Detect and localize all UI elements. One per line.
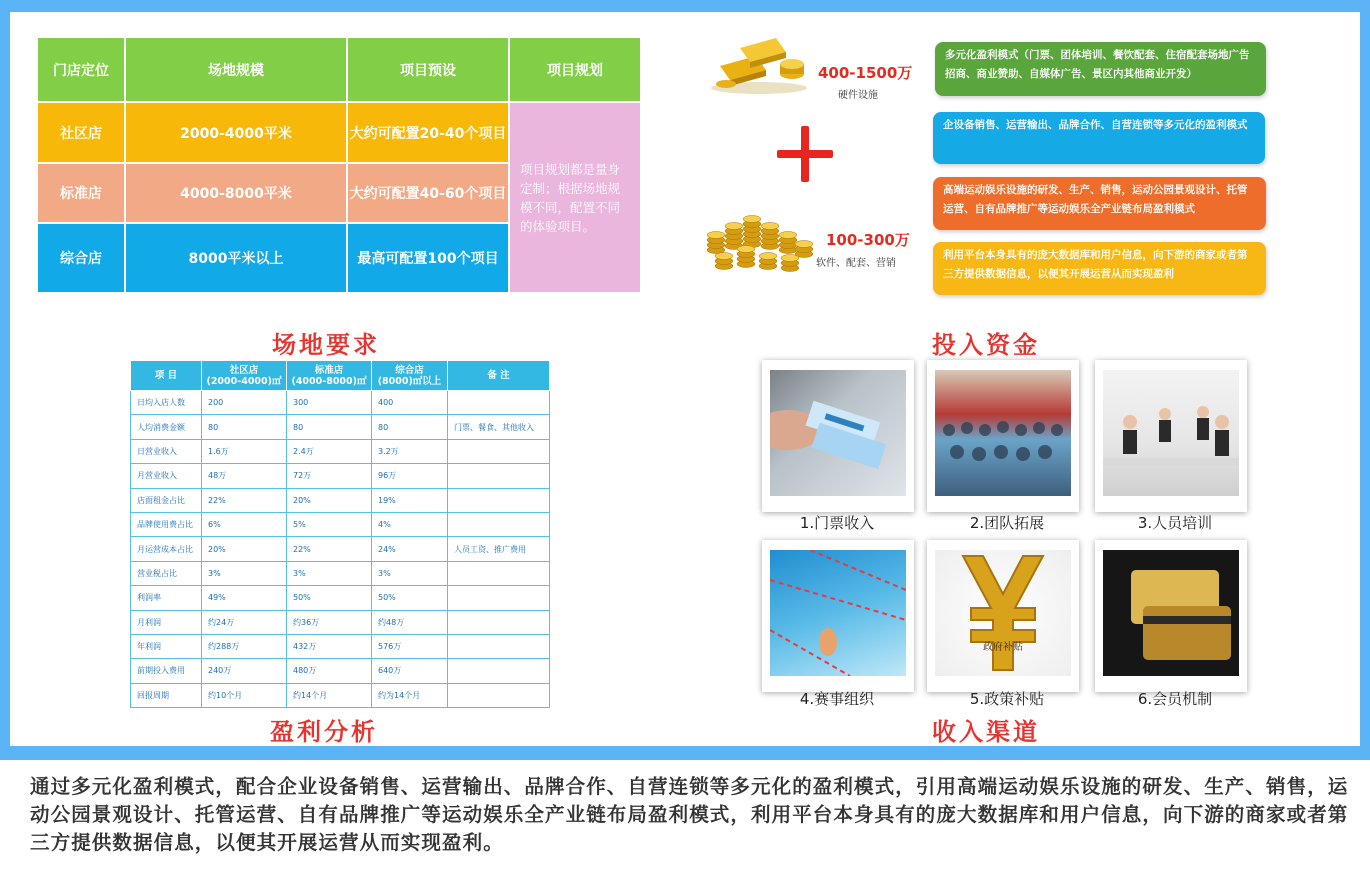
profit-cell xyxy=(448,391,550,415)
model-box-industry-chain: 高端运动娱乐设施的研发、生产、销售，运动公园景观设计、托管运营、自有品牌推广等运动娱乐全产业链布局盈利模式 xyxy=(933,177,1266,230)
profit-cell xyxy=(448,610,550,634)
profit-cell: 640万 xyxy=(372,659,448,683)
profit-header: 备 注 xyxy=(448,361,550,391)
team-photo xyxy=(927,360,1079,512)
training-photo xyxy=(1095,360,1247,512)
store-table xyxy=(38,38,640,292)
profit-analysis-title: 盈利分析 xyxy=(270,718,378,746)
profit-row-label: 月营业收入 xyxy=(131,464,202,488)
profit-row-label: 回报周期 xyxy=(131,683,202,707)
profit-row-label: 月运营成本占比 xyxy=(131,537,202,561)
profit-row xyxy=(131,488,550,512)
profit-cell: 80 xyxy=(202,415,287,439)
revenue-label-ticket: 1.门票收入 xyxy=(799,514,875,532)
profit-row xyxy=(131,586,550,610)
model-box-equipment: 企设备销售、运营输出、品牌合作、自营连锁等多元化的盈利模式 xyxy=(933,112,1265,164)
profit-row xyxy=(131,610,550,634)
profit-cell xyxy=(448,634,550,658)
profit-row xyxy=(131,683,550,707)
profit-cell xyxy=(448,586,550,610)
profit-row-label: 店面租金占比 xyxy=(131,488,202,512)
revenue-label-team: 2.团队拓展 xyxy=(969,514,1045,532)
profit-row xyxy=(131,415,550,439)
row-standard-preset: 大约可配置40-60个项目 xyxy=(348,164,508,222)
row-complex-size: 8000平米以上 xyxy=(126,224,346,292)
row-standard-type: 标准店 xyxy=(38,164,124,222)
member-card-photo xyxy=(1095,540,1247,692)
row-complex-preset: 最高可配置100个项目 xyxy=(348,224,508,292)
profit-cell: 3% xyxy=(372,561,448,585)
profit-cell: 480万 xyxy=(287,659,372,683)
profit-cell xyxy=(448,683,550,707)
revenue-label-member: 6.会员机制 xyxy=(1137,690,1213,708)
investment-title: 投入资金 xyxy=(932,331,1040,359)
profit-row-label: 日均入店人数 xyxy=(131,391,202,415)
profit-row-label: 人均消费金额 xyxy=(131,415,202,439)
profit-cell: 1.6万 xyxy=(202,439,287,463)
profit-row xyxy=(131,634,550,658)
header-site-size: 场地规模 xyxy=(126,38,346,101)
revenue-label-event: 4.赛事组织 xyxy=(799,690,875,708)
profit-row-label: 品牌使用费占比 xyxy=(131,512,202,536)
software-amount: 100-300万 xyxy=(826,231,910,249)
summary-paragraph: 通过多元化盈利模式，配合企业设备销售、运营输出、品牌合作、自营连锁等多元化的盈利模式，引用高端运动娱乐设施的研发、生产、销售，运动公园景观设计、托管运营、自有品牌推广等运动娱乐全产业链布局盈利模式，利用平台本身具有的庞大数据库和用户信息，向下游的商家或者第三方提供数据信息，以便其开展运营从而实现盈利。 xyxy=(30,775,1349,854)
profit-header: 项 目 xyxy=(131,361,202,391)
profit-cell: 400 xyxy=(372,391,448,415)
profit-cell: 约10个月 xyxy=(202,683,287,707)
profit-cell: 300 xyxy=(287,391,372,415)
row-standard-size: 4000-8000平米 xyxy=(126,164,346,222)
profit-cell: 4% xyxy=(372,512,448,536)
revenue-label-training: 3.人员培训 xyxy=(1137,514,1213,532)
profit-cell: 96万 xyxy=(372,464,448,488)
profit-cell: 576万 xyxy=(372,634,448,658)
row-community-preset: 大约可配置20-40个项目 xyxy=(348,103,508,162)
profit-row xyxy=(131,439,550,463)
profit-cell: 20% xyxy=(287,488,372,512)
profit-cell: 49% xyxy=(202,586,287,610)
profit-row-label: 利润率 xyxy=(131,586,202,610)
project-plan-text: 项目规划都是量身定制；根据场地规模不同，配置不同的体验项目。 xyxy=(510,103,640,292)
model-box-data: 利用平台本身具有的庞大数据库和用户信息，向下游的商家或者第三方提供数据信息，以便其开展运营从而实现盈利 xyxy=(933,242,1266,295)
profit-cell: 50% xyxy=(287,586,372,610)
gold-coins-icon xyxy=(706,200,816,282)
profit-header: 社区店 (2000-4000)㎡ xyxy=(202,361,287,391)
profit-row xyxy=(131,391,550,415)
profit-row xyxy=(131,512,550,536)
profit-cell: 240万 xyxy=(202,659,287,683)
profit-cell: 20% xyxy=(202,537,287,561)
profit-cell: 约288万 xyxy=(202,634,287,658)
profit-header: 标准店 (4000-8000)㎡ xyxy=(287,361,372,391)
profit-cell: 3.2万 xyxy=(372,439,448,463)
profit-cell: 72万 xyxy=(287,464,372,488)
profit-cell: 约36万 xyxy=(287,610,372,634)
profit-cell xyxy=(448,439,550,463)
header-project-plan: 项目规划 xyxy=(510,38,640,101)
profit-cell: 2.4万 xyxy=(287,439,372,463)
profit-cell: 48万 xyxy=(202,464,287,488)
row-community-type: 社区店 xyxy=(38,103,124,162)
profit-cell: 80 xyxy=(372,415,448,439)
gold-bars-icon xyxy=(706,26,812,96)
profit-cell: 3% xyxy=(202,561,287,585)
profit-row-label: 日营业收入 xyxy=(131,439,202,463)
profit-cell xyxy=(448,659,550,683)
profit-cell: 24% xyxy=(372,537,448,561)
profit-cell: 门票、餐食、其他收入 xyxy=(448,415,550,439)
profit-row xyxy=(131,561,550,585)
profit-row xyxy=(131,537,550,561)
header-project-preset: 项目预设 xyxy=(348,38,508,101)
profit-cell xyxy=(448,464,550,488)
site-requirements-title: 场地要求 xyxy=(272,331,380,359)
ticket-photo xyxy=(762,360,914,512)
profit-cell: 22% xyxy=(202,488,287,512)
profit-cell: 3% xyxy=(287,561,372,585)
profit-row xyxy=(131,659,550,683)
hardware-amount: 400-1500万 xyxy=(818,64,913,82)
revenue-channels-title: 收入渠道 xyxy=(932,718,1040,746)
profit-cell: 约24万 xyxy=(202,610,287,634)
profit-row xyxy=(131,464,550,488)
profit-cell: 人员工资、推广费用 xyxy=(448,537,550,561)
profit-row-label: 前期投入费用 xyxy=(131,659,202,683)
model-box-diversified: 多元化盈利模式（门票、团体培训、餐饮配套、住宿配套场地广告招商、商业赞助、自媒体广告、景区内其他商业开发） xyxy=(935,42,1266,96)
profit-cell xyxy=(448,561,550,585)
profit-cell: 432万 xyxy=(287,634,372,658)
subsidy-text: 政府补贴 xyxy=(983,642,1023,653)
row-complex-type: 综合店 xyxy=(38,224,124,292)
yuan-subsidy-photo xyxy=(927,540,1079,692)
profit-cell xyxy=(448,512,550,536)
profit-cell: 5% xyxy=(287,512,372,536)
profit-cell: 19% xyxy=(372,488,448,512)
swimming-photo xyxy=(762,540,914,692)
header-store-type: 门店定位 xyxy=(38,38,124,101)
profit-cell: 约为14个月 xyxy=(372,683,448,707)
profit-row-label: 年利润 xyxy=(131,634,202,658)
profit-cell: 6% xyxy=(202,512,287,536)
profit-cell xyxy=(448,488,550,512)
profit-cell: 50% xyxy=(372,586,448,610)
profit-cell: 22% xyxy=(287,537,372,561)
profit-row-label: 月利润 xyxy=(131,610,202,634)
profit-header: 综合店 (8000)㎡以上 xyxy=(372,361,448,391)
profit-cell: 80 xyxy=(287,415,372,439)
profit-cell: 约48万 xyxy=(372,610,448,634)
profit-row-label: 营业税占比 xyxy=(131,561,202,585)
plus-icon-vertical xyxy=(801,126,809,182)
revenue-label-subsidy: 5.政策补贴 xyxy=(969,690,1045,708)
software-label: 软件、配套、营销 xyxy=(816,258,896,269)
row-community-size: 2000-4000平米 xyxy=(126,103,346,162)
hardware-label: 硬件设施 xyxy=(838,90,878,101)
profit-table xyxy=(130,360,550,708)
profit-cell: 200 xyxy=(202,391,287,415)
profit-cell: 约14个月 xyxy=(287,683,372,707)
